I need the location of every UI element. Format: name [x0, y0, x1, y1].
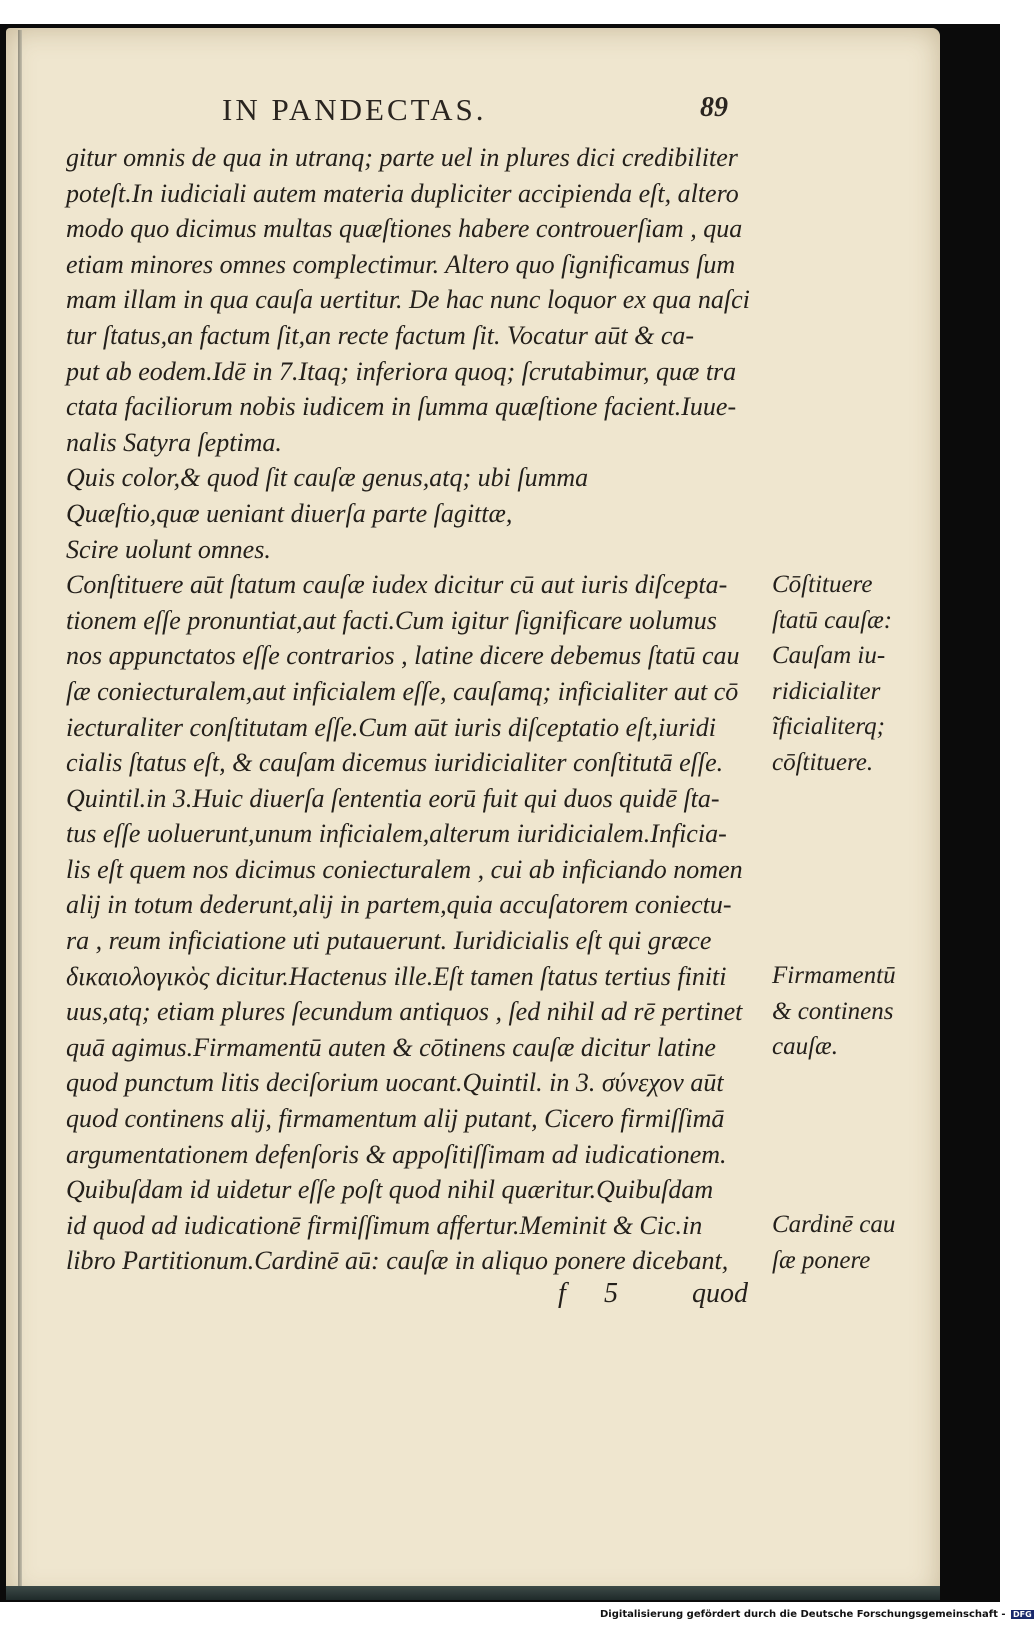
- running-header: IN PANDECTAS.: [222, 92, 487, 127]
- text-line: quā agimus.Firmamentū auten & cōtinens cauſæ dicitur latine: [66, 1032, 716, 1062]
- text-line: lis eſt quem nos dicimus coniecturalem , cui ab inficiando nomen: [66, 854, 743, 884]
- text-line: ra , reum inficiatione uti putauerunt. Iuridicialis eſt qui græce: [66, 926, 712, 956]
- text-line: nalis Satyra ſeptima.: [66, 427, 282, 457]
- text-line: put ab eodem.Idē in 7.Itaq; inferiora quoq; ſcrutabimur, quæ tra: [66, 356, 737, 386]
- footer-text: Digitalisierung gefördert durch die Deutsche Forschungsgemeinschaft -: [600, 1609, 1006, 1620]
- marginal-note-line: Firmamentū: [772, 962, 896, 989]
- text-line: Conſtituere aūt ſtatum cauſæ iudex dicitur cū aut iuris diſcepta-: [66, 570, 728, 600]
- catchword: quod: [692, 1278, 748, 1309]
- marginal-note-line: Cardinē cau: [772, 1211, 896, 1238]
- text-line: tur ſtatus,an factum ſit,an recte factum ſit. Vocatur aūt & ca-: [66, 320, 695, 350]
- binding-edge: [6, 1586, 940, 1600]
- signature-mark: f: [558, 1278, 566, 1309]
- text-line: modo quo dicimus multas quæſtiones habere controuerſiam , qua: [66, 214, 743, 244]
- text-line: nos appunctatos eſſe contrarios , latine dicere debemus ſtatū cau: [66, 641, 740, 671]
- marginal-note-line: cauſæ.: [772, 1033, 838, 1061]
- text-line: tionem eſſe pronuntiat,aut facti.Cum igitur ſignificare uolumus: [66, 605, 717, 635]
- marginal-note-cardinem: [772, 1207, 932, 1278]
- marginal-note-line: ſtatū cauſæ:: [772, 606, 893, 634]
- text-line: δικαιολογικὸς dicitur.Hactenus ille.Eſt tamen ſtatus tertius finiti: [66, 961, 727, 991]
- text-line: quod continens alij, firmamentum alij putant, Cicero firmiſſimā: [66, 1104, 725, 1134]
- page-gutter-edge: [18, 30, 22, 1596]
- text-line: Quintil.in 3.Huic diuerſa ſententia eorū fuit qui duos quidē ſta-: [66, 783, 720, 813]
- text-line: ſæ coniecturalem,aut inficialem eſſe, cauſamq; inficialiter aut cō: [66, 676, 739, 706]
- marginal-note-line: Cōſtituere: [772, 571, 873, 598]
- text-line: gitur omnis de qua in utranq; parte uel in plures dici credibiliter: [66, 143, 738, 172]
- text-line: poteſt.In iudiciali autem materia dupliciter accipienda eſt, altero: [66, 178, 739, 208]
- main-text-block: [66, 140, 766, 1279]
- text-line: alij in totum dederunt,alij in partem,quia accuſatorem coniectu-: [66, 890, 732, 920]
- text-line: quod punctum litis deciſorium uocant.Quintil. in 3. σύνεχον aūt: [66, 1068, 724, 1098]
- marginal-note-line: ridicialiter: [772, 677, 881, 705]
- marginal-note-line: ĩficialiterq;: [772, 713, 885, 741]
- text-line: etiam minores omnes complectimur. Altero quo ſignificamus ſum: [66, 249, 736, 279]
- text-line: iecturaliter conſtitutam eſſe.Cum aūt iuris diſceptatio eſt,iuridi: [66, 712, 716, 742]
- text-line: mam illam in qua cauſa uertitur. De hac nunc loquor ex qua naſci: [66, 285, 750, 315]
- page-number: 89: [700, 92, 728, 123]
- marginal-note-constituere: [772, 567, 932, 781]
- marginal-note-line: & continens: [772, 997, 894, 1025]
- digitization-footer: [600, 1609, 1032, 1620]
- text-line: cialis ſtatus eſt, & cauſam dicemus iuridicialiter conſtitutā eſſe.: [66, 748, 724, 778]
- marginal-note-line: cōſtituere.: [772, 748, 874, 776]
- text-line: id quod ad iudicationē firmiſſimum affertur.Meminit & Cic.in: [66, 1210, 703, 1240]
- text-line: Quibuſdam id uidetur eſſe poſt quod nihil quæritur.Quibuſdam: [66, 1175, 714, 1205]
- marginal-note-line: ſæ ponere: [772, 1246, 871, 1274]
- marginal-note-line: Cauſam iu-: [772, 642, 886, 670]
- text-line: Quis color,& quod ſit cauſæ genus,atq; ubi ſumma: [66, 463, 589, 493]
- dfg-logo: DFG: [1013, 1609, 1032, 1619]
- text-line: libro Partitionum.Cardinē aū: cauſæ in aliquo ponere dicebant,: [66, 1246, 729, 1276]
- text-line: tus eſſe uoluerunt,unum inficialem,alterum iuridicialem.Inficia-: [66, 819, 727, 849]
- text-line: uus,atq; etiam plures ſecundum antiquos , ſed nihil ad rē pertinet: [66, 997, 743, 1027]
- text-line: ctata faciliorum nobis iudicem in ſumma quæſtione facient.Iuue-: [66, 392, 737, 422]
- text-line: Quæſtio,quæ ueniant diuerſa parte ſagittæ,: [66, 498, 513, 528]
- signature-number: 5: [604, 1278, 618, 1309]
- text-line: argumentationem defenſoris & appoſitiſſimam ad iudicationem.: [66, 1139, 727, 1169]
- text-line: Scire uolunt omnes.: [66, 534, 271, 564]
- marginal-note-firmamentum: [772, 958, 932, 1065]
